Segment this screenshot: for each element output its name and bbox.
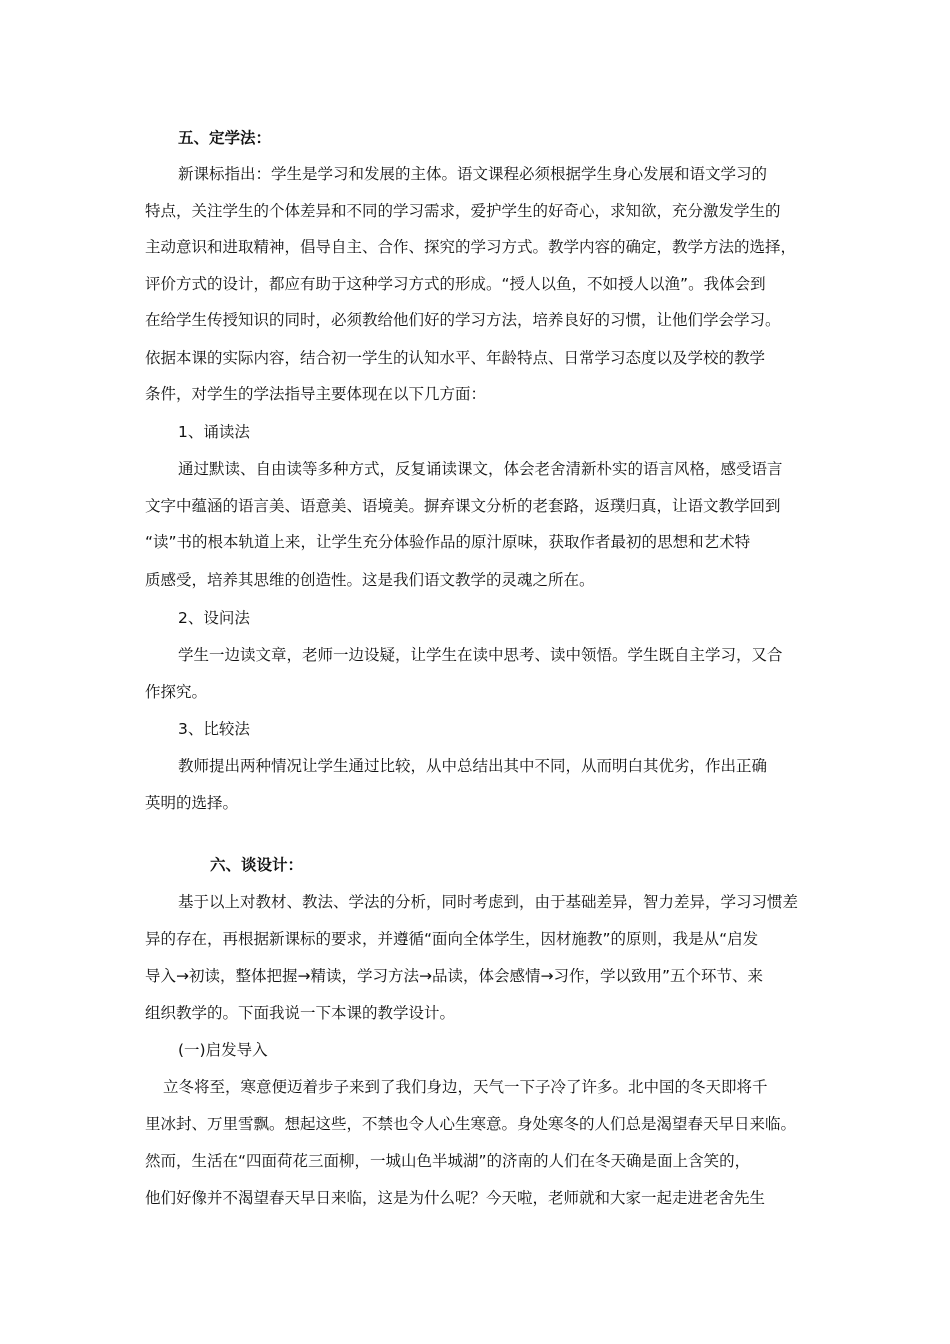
subheading-recitation: 1、诵读法 [178, 423, 250, 441]
paragraph-line: 立冬将至，寒意便迈着步子来到了我们身边，天气一下子冷了许多。北中国的冬天即将千 [163, 1078, 768, 1096]
paragraph-line: 文字中蕴涵的语言美、语意美、语境美。摒弃课文分析的老套路，返璞归真，让语文教学回到 [145, 497, 781, 515]
paragraph-line: 依据本课的实际内容，结合初一学生的认知水平、年龄特点、日常学习态度以及学校的教学 [145, 349, 766, 367]
paragraph-line: 基于以上对教材、教法、学法的分析，同时考虑到，由于基础差异，智力差异，学习习惯差 [178, 893, 799, 911]
paragraph-line: 质感受，培养其思维的创造性。这是我们语文教学的灵魂之所在。 [145, 571, 595, 589]
paragraph-line: “读”书的根本轨道上来，让学生充分体验作品的原汁原味，获取作者最初的思想和艺术特 [145, 533, 751, 551]
paragraph-line: 然而，生活在“四面荷花三面柳，一城山色半城湖”的济南的人们在冬天确是面上含笑的， [145, 1152, 751, 1170]
paragraph-line: 异的存在，再根据新课标的要求，并遵循“面向全体学生，因材施教”的原则，我是从“启发 [145, 930, 759, 948]
paragraph-line: 教师提出两种情况让学生通过比较，从中总结出其中不同，从而明白其优劣，作出正确 [178, 757, 768, 775]
subheading-comparison: 3、比较法 [178, 720, 250, 738]
paragraph-line: 他们好像并不渴望春天早日来临，这是为什么呢？今天啦，老师就和大家一起走进老舍先生 [145, 1189, 766, 1207]
section-heading-6: 六、谈设计： [210, 856, 304, 874]
paragraph-line: 英明的选择。 [145, 794, 239, 812]
section-heading-5: 五、定学法： [178, 129, 272, 147]
paragraph-line: 评价方式的设计，都应有助于这种学习方式的形成。“授人以鱼，不如授人以渔”。我体会到 [145, 275, 766, 293]
paragraph-line: 新课标指出：学生是学习和发展的主体。语文课程必须根据学生身心发展和语文学习的 [178, 165, 768, 183]
subheading-introduction: (一)启发导入 [178, 1041, 268, 1059]
paragraph-line: 在给学生传授知识的同时，必须教给他们好的学习方法，培养良好的习惯，让他们学会学习。 [145, 311, 781, 329]
paragraph-line: 学生一边读文章，老师一边设疑，让学生在读中思考、读中领悟。学生既自主学习，又合 [178, 646, 783, 664]
subheading-questioning: 2、设问法 [178, 609, 250, 627]
paragraph-line: 导入→初读，整体把握→精读，学习方法→品读，体会感情→习作，学以致用”五个环节、来 [145, 967, 763, 985]
paragraph-line: 作探究。 [145, 683, 208, 701]
paragraph-line: 组织教学的。下面我说一下本课的教学设计。 [145, 1004, 456, 1022]
paragraph-line: 条件，对学生的学法指导主要体现在以下几方面： [145, 385, 487, 403]
paragraph-line: 通过默读、自由读等多种方式，反复诵读课文，体会老舍清新朴实的语言风格，感受语言 [178, 460, 783, 478]
paragraph-line: 主动意识和进取精神，倡导自主、合作、探究的学习方式。教学内容的确定，教学方法的选择， [145, 238, 797, 256]
paragraph-line: 特点，关注学生的个体差异和不同的学习需求，爱护学生的好奇心，求知欲，充分激发学生的 [145, 202, 781, 220]
paragraph-line: 里冰封、万里雪飘。想起这些，不禁也令人心生寒意。身处寒冬的人们总是渴望春天早日来临。 [145, 1115, 797, 1133]
